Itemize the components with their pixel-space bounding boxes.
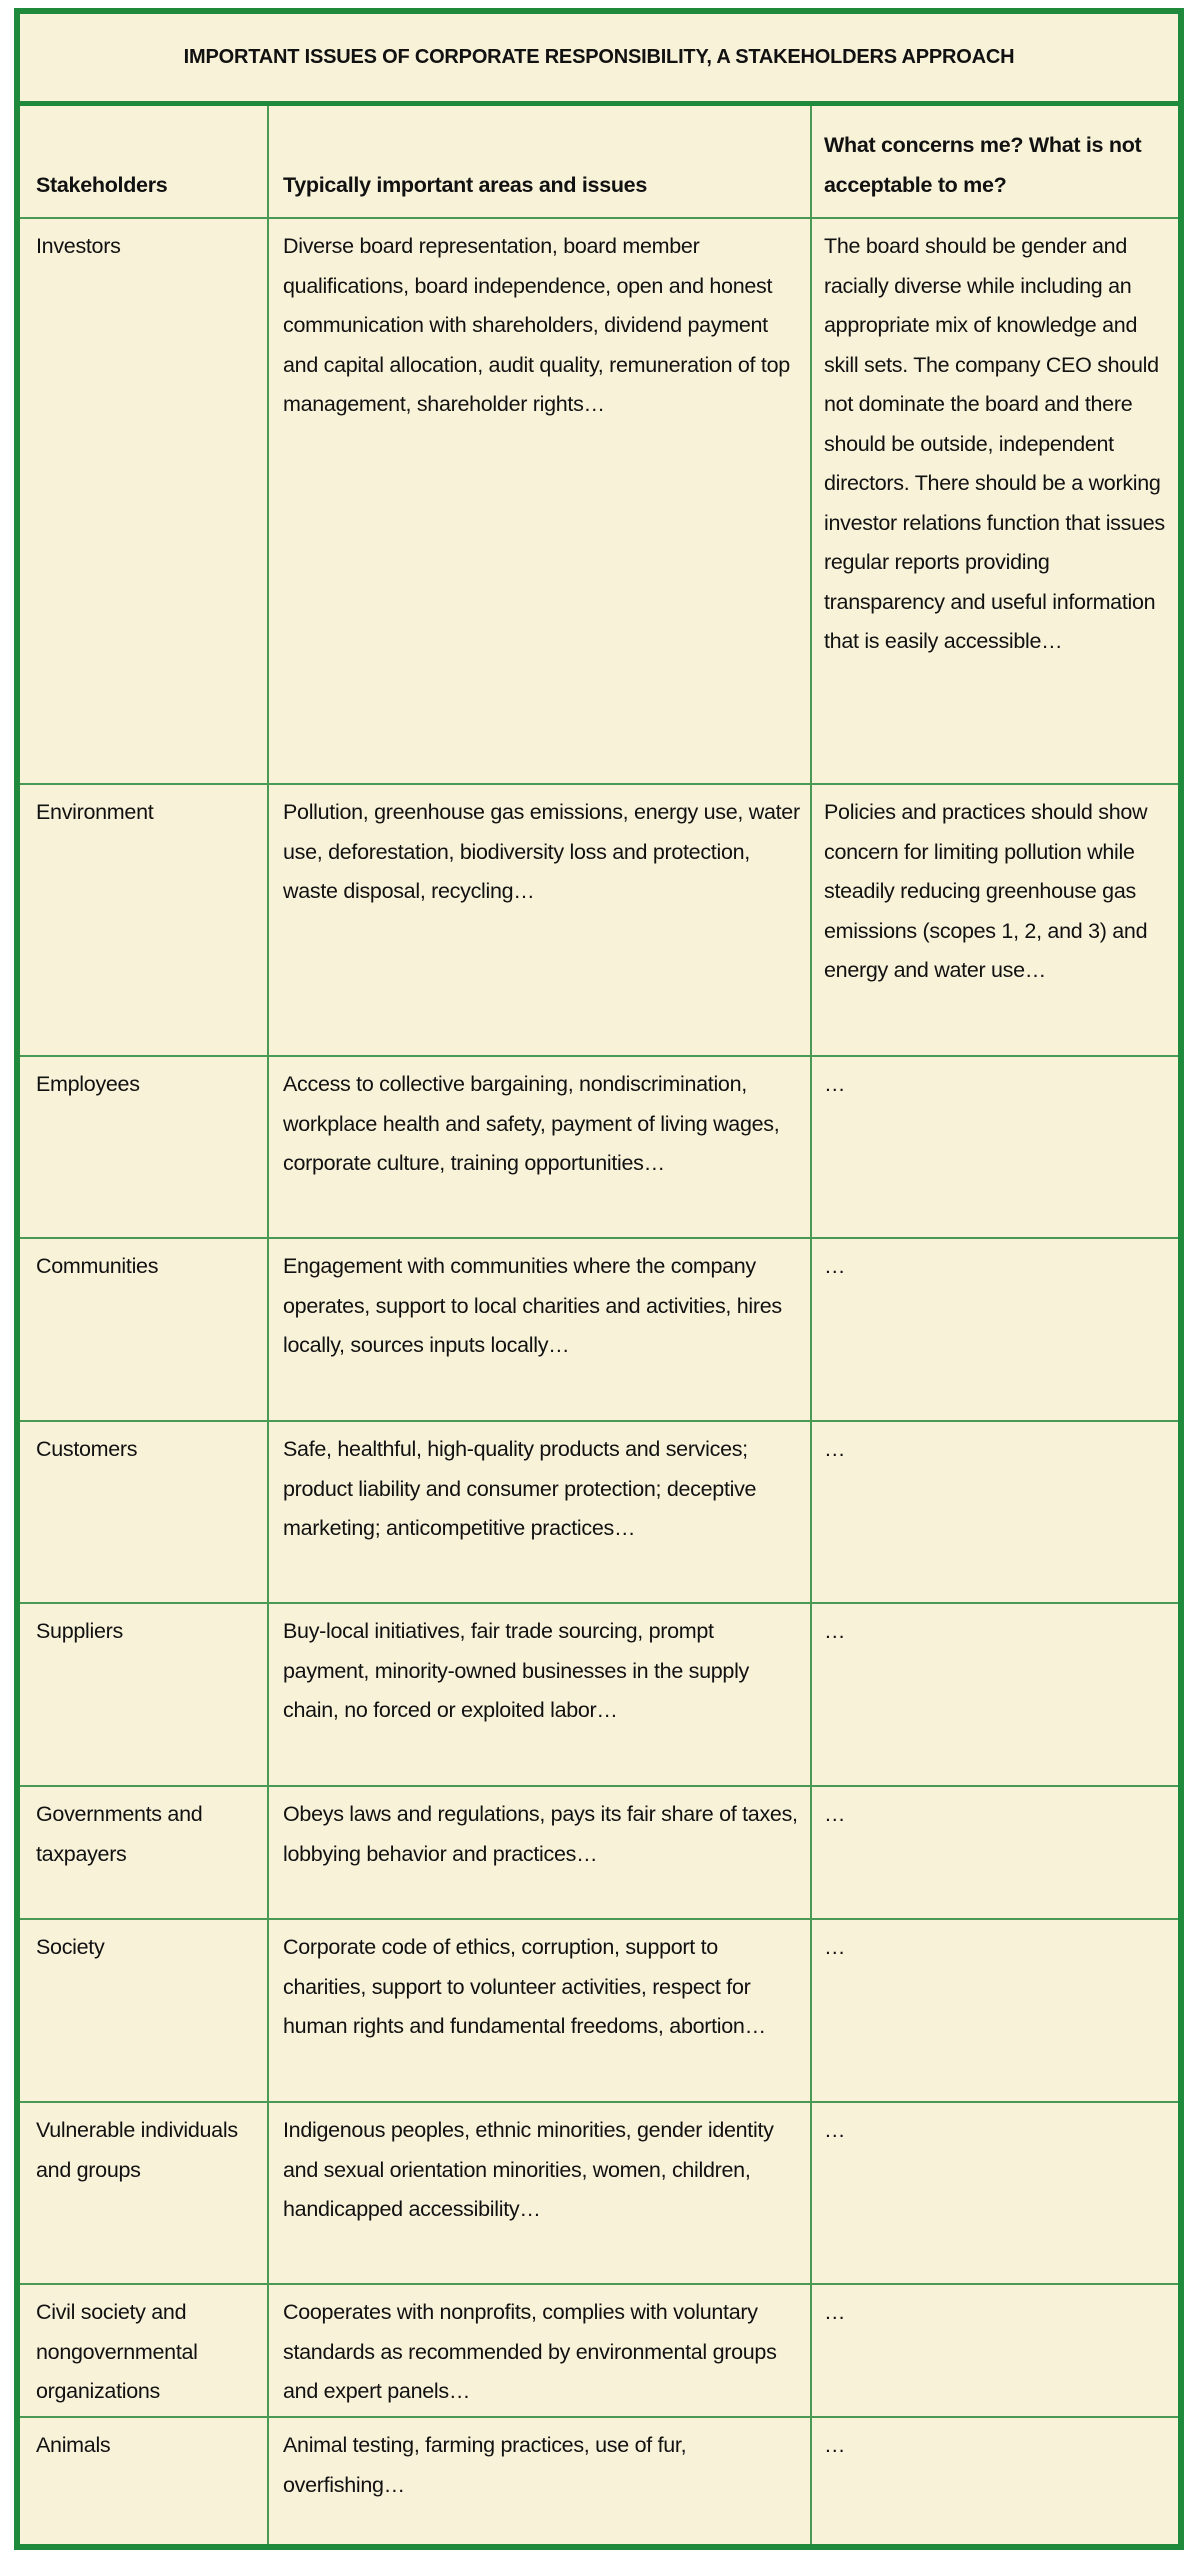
stakeholder-cell: Civil society and nongovernmental organizations <box>20 2285 269 2416</box>
stakeholder-cell: Suppliers <box>20 1604 269 1785</box>
stakeholder-cell: Communities <box>20 1239 269 1420</box>
issues-cell: Obeys laws and regulations, pays its fair share of taxes, lobbying behavior and practices… <box>269 1787 812 1918</box>
table-row <box>20 2418 1178 2544</box>
issues-cell: Pollution, greenhouse gas emissions, energy use, water use, deforestation, biodiversity loss and protection, waste disposal, recycling… <box>269 785 812 1055</box>
concerns-cell: Policies and practices should show concern for limiting pollution while steadily reducing greenhouse gas emissions (scopes 1, 2, and 3) and energy and water use… <box>824 800 1148 982</box>
concerns-cell: … <box>824 1254 846 1278</box>
column-header-label: Typically important areas and issues <box>283 172 648 197</box>
issues-cell: Indigenous peoples, ethnic minorities, gender identity and sexual orientation minorities, women, children, handicapped accessibility… <box>269 2103 812 2283</box>
stakeholders-table <box>14 8 1184 2550</box>
table-title: IMPORTANT ISSUES OF CORPORATE RESPONSIBILITY, A STAKEHOLDERS APPROACH <box>183 46 1015 68</box>
concerns-cell: … <box>824 2300 846 2324</box>
column-header-issues <box>269 106 812 217</box>
concerns-cell: … <box>824 1802 846 1826</box>
stakeholder-cell: Animals <box>20 2418 269 2544</box>
stakeholder-cell: Investors <box>20 219 269 783</box>
issues-cell: Corporate code of ethics, corruption, support to charities, support to volunteer activities, respect for human rights and fundamental freedoms, abortion… <box>269 1920 812 2101</box>
table-row <box>20 2285 1178 2418</box>
table-title-row <box>20 14 1178 106</box>
stakeholder-cell: Customers <box>20 1422 269 1602</box>
column-header-label: What concerns me? What is not acceptable to me? <box>824 133 1142 197</box>
table-row <box>20 1920 1178 2103</box>
issues-cell: Engagement with communities where the company operates, support to local charities and activities, hires locally, sources inputs locally… <box>269 1239 812 1420</box>
stakeholder-cell: Environment <box>20 785 269 1055</box>
stakeholder-cell: Governments and taxpayers <box>20 1787 269 1918</box>
concerns-cell: … <box>824 2433 846 2457</box>
issues-cell: Diverse board representation, board member qualifications, board independence, open and honest communication with shareholders, dividend payment and capital allocation, audit quality, remuneration of top management, shareholder rights… <box>269 219 812 783</box>
column-header-stakeholders <box>20 106 269 217</box>
table-row <box>20 219 1178 785</box>
table-row <box>20 1422 1178 1604</box>
stakeholder-cell: Society <box>20 1920 269 2101</box>
issues-cell: Animal testing, farming practices, use of fur, overfishing… <box>269 2418 812 2544</box>
concerns-cell: … <box>824 1935 846 1959</box>
issues-cell: Buy-local initiatives, fair trade sourcing, prompt payment, minority-owned businesses in the supply chain, no forced or exploited labor… <box>269 1604 812 1785</box>
table-row <box>20 1604 1178 1787</box>
issues-cell: Safe, healthful, high-quality products and services; product liability and consumer protection; deceptive marketing; anticompetitive practices… <box>269 1422 812 1602</box>
column-header-label: Stakeholders <box>36 172 168 197</box>
concerns-cell: … <box>824 2118 846 2142</box>
concerns-cell: … <box>824 1619 846 1643</box>
table-header-row <box>20 106 1178 219</box>
table-row <box>20 1239 1178 1422</box>
stakeholder-cell: Employees <box>20 1057 269 1237</box>
table-row <box>20 2103 1178 2285</box>
concerns-cell: The board should be gender and racially diverse while including an appropriate mix of knowledge and skill sets. The company CEO should not dominate the board and there should be outside, independent directors. There should be a working investor relations function that issues regular reports providing transparency and useful information that is easily accessible… <box>824 234 1165 653</box>
stakeholder-cell: Vulnerable individuals and groups <box>20 2103 269 2283</box>
issues-cell: Access to collective bargaining, nondiscrimination, workplace health and safety, payment of living wages, corporate culture, training opportunities… <box>269 1057 812 1237</box>
table-row <box>20 785 1178 1057</box>
table-row <box>20 1787 1178 1920</box>
column-header-concerns <box>812 106 1178 217</box>
table-row <box>20 1057 1178 1239</box>
issues-cell: Cooperates with nonprofits, complies with voluntary standards as recommended by environmental groups and expert panels… <box>269 2285 812 2416</box>
concerns-cell: … <box>824 1437 846 1461</box>
concerns-cell: … <box>824 1072 846 1096</box>
